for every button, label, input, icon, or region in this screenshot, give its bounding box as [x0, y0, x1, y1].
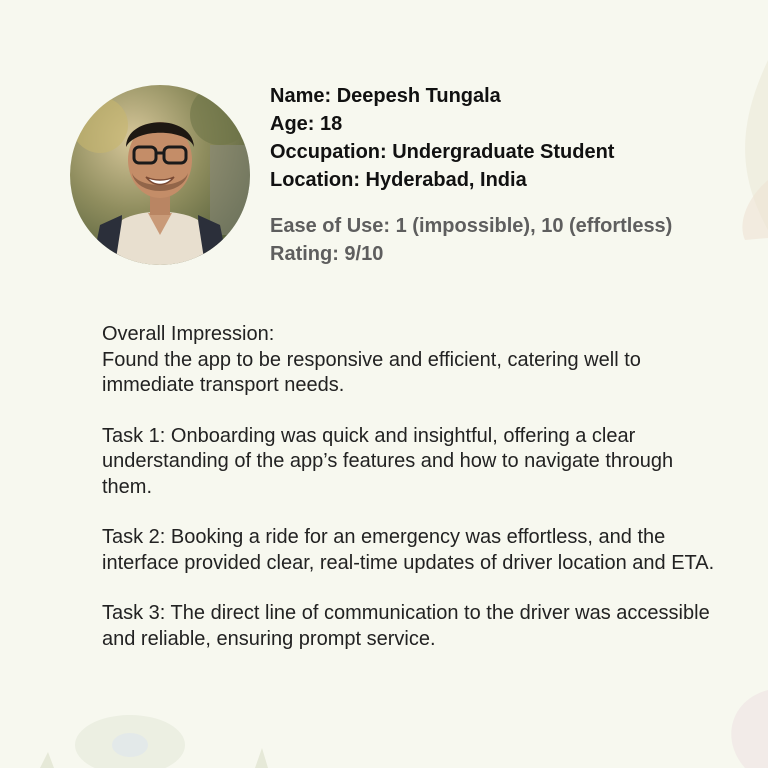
profile-occupation: Occupation: Undergraduate Student — [270, 141, 615, 163]
avatar-photo — [70, 85, 250, 265]
task-3-text: Task 3: The direct line of communication to the driver was accessible and reliable, ensuring prompt service. — [102, 602, 710, 650]
rating: Rating: 9/10 — [270, 243, 384, 265]
overall-impression-text: Found the app to be responsive and efficient, catering well to immediate transport needs. — [102, 348, 641, 396]
profile-details — [270, 82, 750, 268]
task-1-block — [102, 424, 722, 501]
feedback-section — [102, 322, 722, 677]
overall-impression-block — [102, 322, 722, 399]
task-1-text: Task 1: Onboarding was quick and insightful, offering a clear understanding of the app’s features and how to navigate through them. — [102, 424, 674, 498]
grass-decoration-bottom — [40, 748, 268, 768]
profile-location: Location: Hyderabad, India — [270, 169, 527, 191]
task-2-text: Task 2: Booking a ride for an emergency was effortless, and the interface provided clear, real-time updates of driver location and ETA. — [102, 526, 715, 574]
ease-of-use-scale: Ease of Use: 1 (impossible), 10 (effortless) — [270, 215, 673, 237]
task-2-block — [102, 525, 722, 576]
peacock-feather-decoration — [75, 715, 185, 768]
profile-age: Age: 18 — [270, 113, 343, 135]
overall-impression-heading: Overall Impression: — [102, 323, 275, 345]
avatar — [70, 85, 250, 265]
swirl-decoration-bottom-right — [731, 690, 768, 768]
spacer — [270, 194, 750, 212]
profile-name: Name: Deepesh Tungala — [270, 85, 501, 107]
task-3-block — [102, 601, 722, 652]
